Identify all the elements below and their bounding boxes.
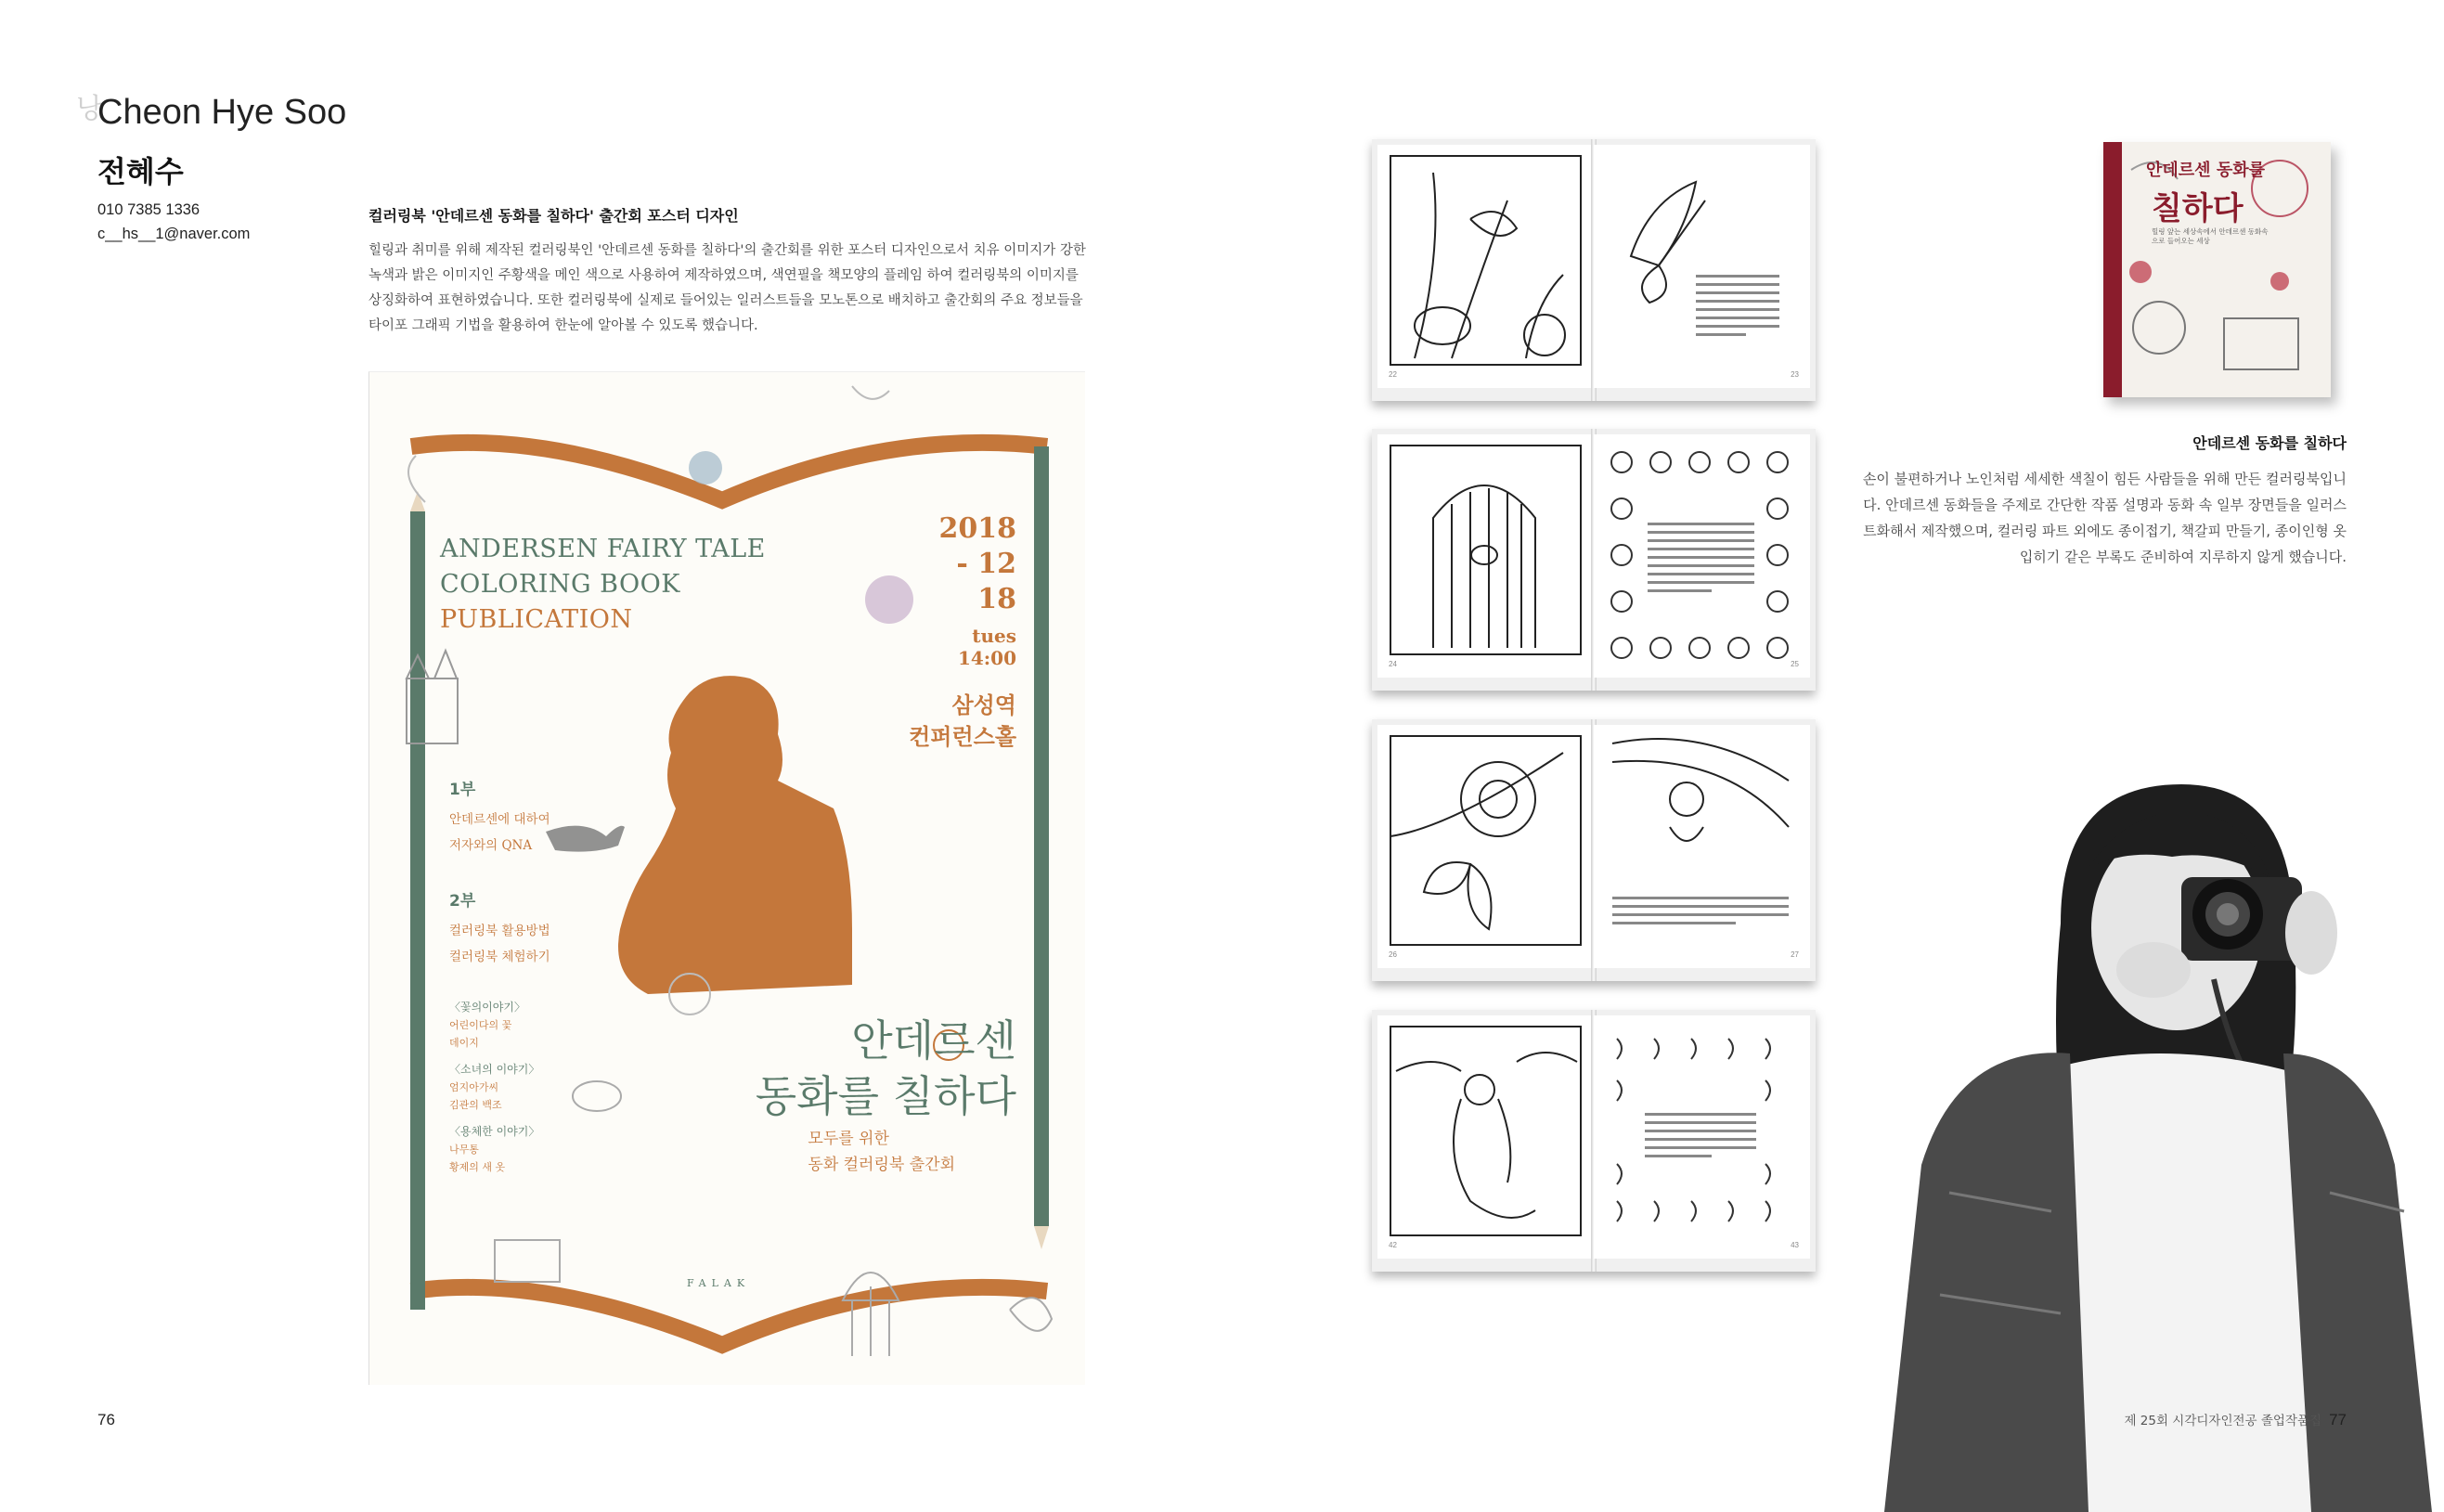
- cover-title-small: 안데르센 동화를: [2146, 161, 2265, 180]
- spread-page-number: 43: [1791, 1241, 1799, 1249]
- poster-venue-line-1: 삼성역: [951, 692, 1016, 718]
- book-spread: [1372, 139, 1816, 401]
- spread-page-number: 23: [1791, 370, 1799, 379]
- spread-right-page: [1594, 434, 1810, 678]
- body-text-block: [1696, 275, 1779, 342]
- poster-story-group: [449, 999, 525, 1052]
- poster-headline-line-1: 안데르센: [851, 1015, 1016, 1066]
- poster-part2-item: 컬러링북 체험하기: [449, 950, 550, 964]
- ghost-character: 낭: [76, 93, 103, 125]
- cover-subtitle: 힐링 앞는 세상속에서 안데르센 동화속으로 들어오는 세상: [2152, 227, 2269, 245]
- poster-part2-label: 2부: [449, 892, 476, 911]
- body-text-block: [1645, 1113, 1756, 1163]
- project-description: 힐링과 취미를 위해 제작된 컬러링북인 '안데르센 동화를 칠하다'의 출간회를 위한 포스터 디자인으로서 치유 이미지가 강한 녹색과 밝은 이미지인 주황색을 메인 색으로 사용하여 제작하였으며, 색연필을 책모양의 플레임 하여 컬러링북의 이미지를 상징화하여 표현하였습니다. 또한 컬러링북에 실제로 들어있는 일러스트들을 모노톤으로 배치하고 출간회의 주요 정보들을 타이포 그래픽 기법을 활용하여 한눈에 알아볼 수 있도록 했습니다.: [369, 243, 1086, 333]
- flower-butterfly-illustration: [1377, 725, 1594, 968]
- spread-page-number: 27: [1791, 950, 1799, 959]
- spread-page-number: 26: [1389, 950, 1397, 959]
- poster-date-month: - 12: [956, 548, 1016, 580]
- poster-story-item: 어린이다의 꽃: [449, 1019, 512, 1031]
- poster-story-title: 〈소녀의 이야기〉: [449, 1063, 540, 1076]
- poster-korean-subhead: [808, 1126, 955, 1178]
- poster-story-item: 김관의 백조: [449, 1099, 502, 1111]
- spread-left-page: [1377, 434, 1594, 678]
- project-title: 컬러링북 '안데르센 동화를 칠하다' 출간회 포스터 디자인: [369, 207, 739, 225]
- spread-right-page: [1594, 145, 1810, 388]
- designer-name-english: Cheon Hye Soo: [97, 93, 347, 132]
- book-title: 안데르센 동화를 칠하다: [2192, 434, 2347, 452]
- publication-caption: 제 25회 시각디자인전공 졸업작품집: [2124, 1414, 2322, 1428]
- phone-number: 010 7385 1336: [97, 201, 200, 218]
- poster-korean-headline: [756, 1013, 1016, 1124]
- poster-story-item: 나무통: [449, 1144, 479, 1156]
- cover-title-big: 칠하다: [2152, 190, 2244, 227]
- poster-subhead-line-1: 모두를 위한: [808, 1130, 889, 1148]
- poster-part2-items: [449, 918, 550, 970]
- poster-artwork: [369, 371, 1085, 1385]
- poster-hour: 14:00: [957, 647, 1016, 669]
- spread-page-number: 24: [1389, 660, 1397, 668]
- poster-story-group: [449, 1123, 539, 1176]
- butterfly-illustration: [1594, 145, 1810, 388]
- book-description: 손이 불편하거나 노인처럼 세세한 색칠이 힘든 사람들을 위해 만든 컬러링북입니다. 안데르센 동화들을 주제로 간단한 작품 설명과 동화 속 일부 장면들을 일러스트화해서 제작했으며, 컬러링 파트 외에도 종이접기, 책갈피 만들기, 종이인형 옷입히기 같은 부록도 준비하여 지루하지 않게 했습니다.: [1862, 471, 2347, 565]
- page-number-left: 76: [97, 1411, 115, 1428]
- designer-name-korean: 전혜수: [97, 154, 184, 189]
- spread-page-number: 25: [1791, 660, 1799, 668]
- poster-date-day: 18: [977, 583, 1016, 615]
- poster-venue: [909, 690, 1016, 753]
- poster-headline-line-2: 동화를 칠하다: [755, 1071, 1016, 1121]
- spread-left-page: [1377, 1015, 1594, 1259]
- poster-time: [958, 625, 1016, 669]
- poster-venue-line-2: 컨퍼런스홀: [909, 724, 1016, 750]
- poster-story-title: 〈용체한 이야기〉: [449, 1125, 540, 1138]
- spread-left-page: [1377, 725, 1594, 968]
- poster-weekday: tues: [972, 625, 1016, 647]
- poster-date-year: 2018: [938, 512, 1016, 545]
- poster-subhead-line-2: 동화 컬러링북 출간회: [808, 1156, 955, 1174]
- poster-english-title: [440, 532, 766, 638]
- poster-part2-item: 컬러링북 활용방법: [449, 924, 550, 938]
- poster-story-group: [449, 1061, 539, 1114]
- spread-page-number: 22: [1389, 370, 1397, 379]
- poster-story-item: 데이지: [449, 1037, 479, 1049]
- poster-title-publication: PUBLICATION: [440, 605, 633, 634]
- book-cover: [2103, 142, 2331, 397]
- thumbelina-illustration: [1594, 725, 1810, 968]
- page-number-right: 77: [2329, 1411, 2347, 1428]
- poster-part1-items: [449, 807, 550, 859]
- contact-info: [97, 198, 250, 246]
- book-spine: [2103, 142, 2122, 397]
- spread-right-page: [1594, 1015, 1810, 1259]
- poster-story-item: 황제의 새 옷: [449, 1161, 506, 1173]
- spread-right-page: [1594, 725, 1810, 968]
- footer-right: [2124, 1410, 2347, 1429]
- birdcage-illustration: [1377, 434, 1594, 678]
- mermaid-illustration: [1377, 1015, 1594, 1259]
- book-spread: [1372, 1010, 1816, 1272]
- poster-story-title: 〈꽃의이야기〉: [449, 1001, 525, 1014]
- poster-title-line-1: ANDERSEN FAIRY TALE: [440, 535, 766, 563]
- poster-date: [939, 511, 1017, 617]
- designer-photo: [1847, 775, 2444, 1512]
- body-text-block: [1648, 523, 1754, 598]
- email-address: c__hs__1@naver.com: [97, 226, 251, 242]
- poster-part1-label: 1부: [449, 781, 476, 799]
- book-spread: [1372, 429, 1816, 691]
- poster-part1-item: 저자와의 QNA: [449, 838, 533, 853]
- spread-left-page: [1377, 145, 1594, 388]
- poster-title-line-2: COLORING BOOK: [440, 570, 680, 599]
- poster-story-item: 엄지아가씨: [449, 1081, 499, 1093]
- poster-part1-item: 안데르센에 대하여: [449, 812, 550, 827]
- poster-logo: FALAK: [687, 1277, 751, 1289]
- spread-page-number: 42: [1389, 1241, 1397, 1249]
- lily-illustration: [1377, 145, 1594, 388]
- body-text-block: [1612, 897, 1789, 930]
- book-spread: [1372, 719, 1816, 981]
